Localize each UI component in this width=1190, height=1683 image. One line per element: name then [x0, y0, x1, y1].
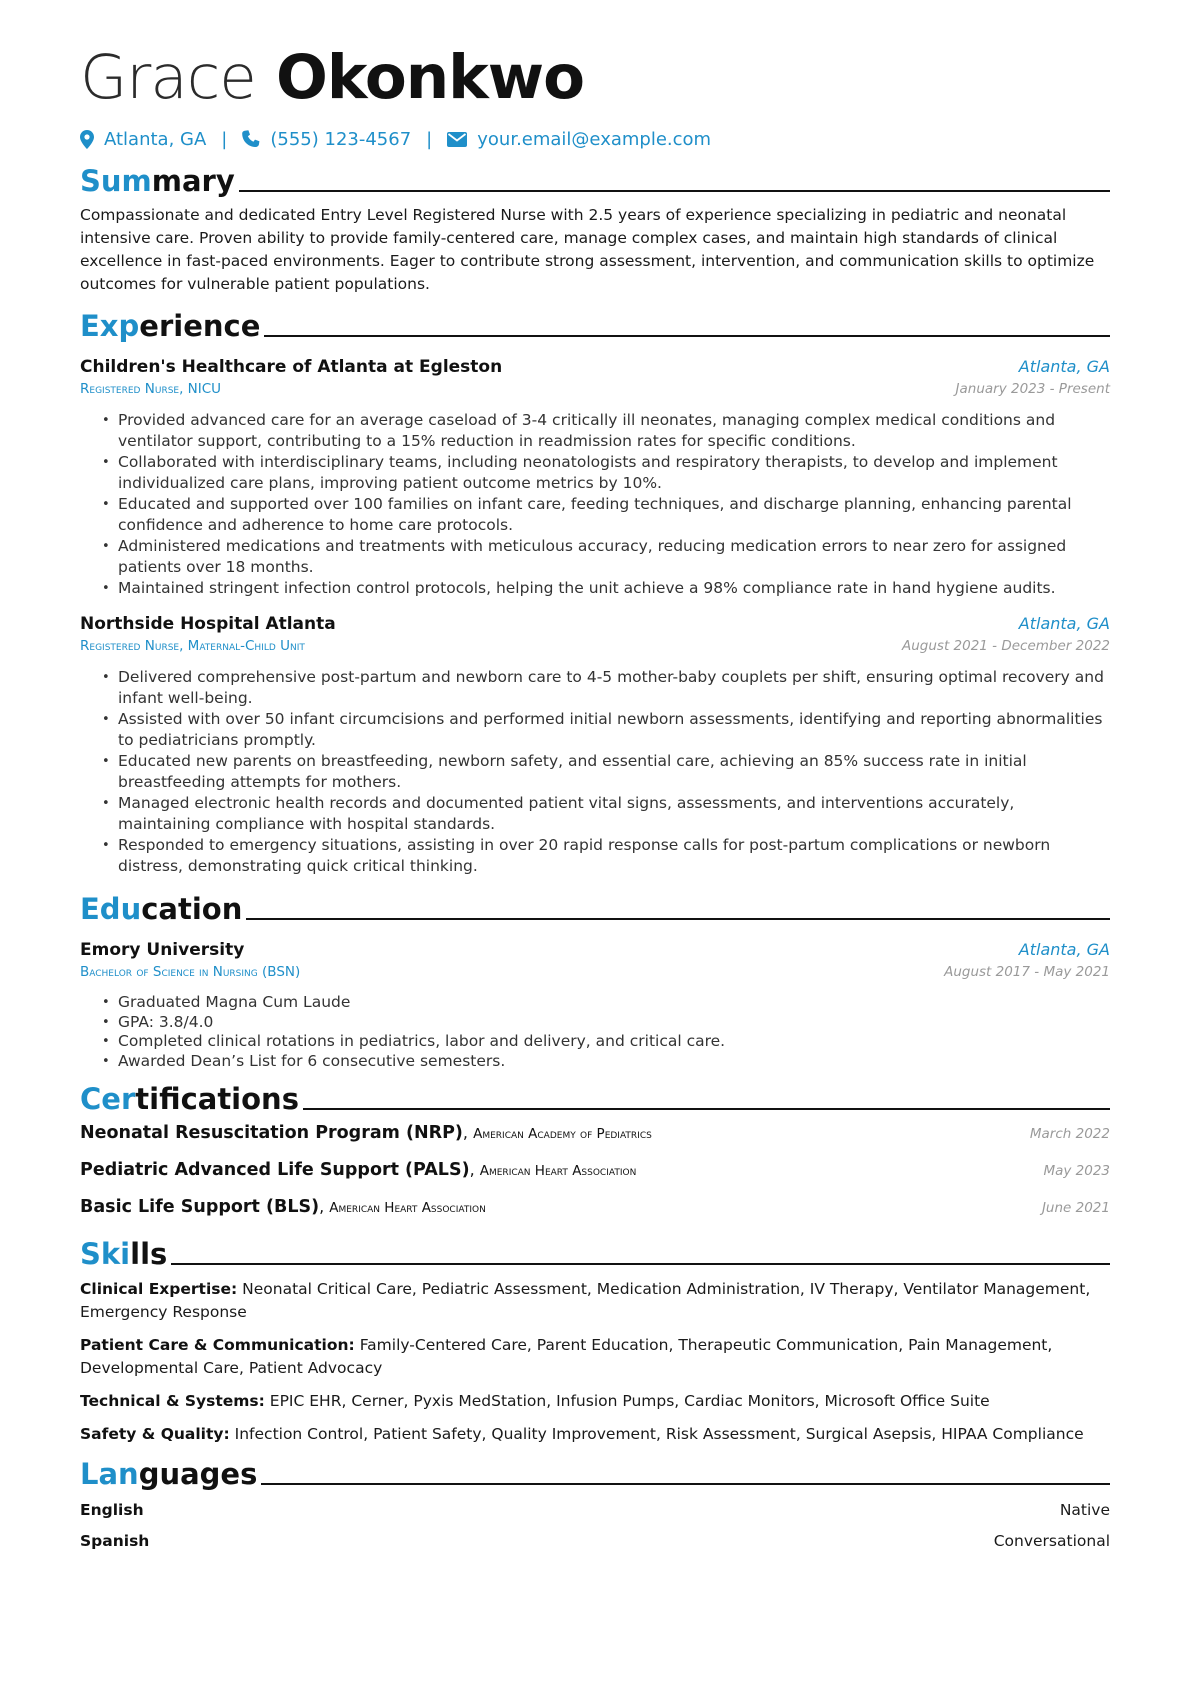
- certification-issuer: American Academy of Pediatrics: [473, 1126, 652, 1142]
- employer-name: Northside Hospital Atlanta: [80, 614, 336, 634]
- certification-date: May 2023: [1043, 1163, 1110, 1179]
- certifications-heading: [80, 1081, 1110, 1117]
- certification-item: Pediatric Advanced Life Support (PALS), American Heart Association May 2023: [80, 1160, 1110, 1180]
- section-title: Education: [80, 892, 243, 926]
- skill-label: Technical & Systems:: [80, 1392, 265, 1410]
- school-name: Emory University: [80, 940, 245, 960]
- contact-phone[interactable]: [242, 129, 411, 150]
- section-title: Skills: [80, 1237, 168, 1271]
- job-dates: January 2023 - Present: [955, 381, 1110, 397]
- certification-item: Basic Life Support (BLS), American Heart Association June 2021: [80, 1197, 1110, 1217]
- section-rule: [171, 1263, 1110, 1265]
- certification-date: June 2021: [1041, 1200, 1110, 1216]
- section-title: Summary: [80, 164, 235, 198]
- certification-name: Neonatal Resuscitation Program (NRP): [80, 1123, 463, 1143]
- contact-separator: |: [221, 128, 228, 150]
- certification-name: Basic Life Support (BLS): [80, 1197, 320, 1217]
- bullet-item: • GPA: 3.8/4.0: [118, 1013, 1110, 1033]
- bullet-item: • Awarded Dean’s List for 6 consecutive semesters.: [118, 1052, 1110, 1072]
- skill-label: Clinical Expertise:: [80, 1280, 238, 1298]
- skill-list: Neonatal Critical Care, Pediatric Assessment, Medication Administration, IV Therapy, Ventilator Management, Emergency Response: [80, 1280, 1091, 1321]
- contact-bar: [80, 126, 1110, 152]
- skill-list: Infection Control, Patient Safety, Quality Improvement, Risk Assessment, Surgical Asepsis, HIPAA Compliance: [234, 1425, 1084, 1443]
- bullet-item: • Graduated Magna Cum Laude: [118, 993, 1110, 1013]
- phone-text: (555) 123-4567: [270, 128, 412, 150]
- language-level: Conversational: [993, 1532, 1110, 1550]
- skills-heading: [80, 1236, 1110, 1272]
- bullet-item: • Responded to emergency situations, assisting in over 20 rapid response calls for post-partum complications or newborn distress, demonstrating quick critical thinking.: [118, 835, 1110, 877]
- job-location: Atlanta, GA: [1018, 614, 1110, 633]
- bullet-item: • Assisted with over 50 infant circumcisions and performed initial newborn assessments, identifying and reporting abnormalities to pediatricians promptly.: [118, 709, 1110, 751]
- language-name: Spanish: [80, 1532, 150, 1550]
- job-title: Registered Nurse, NICU: [80, 381, 222, 397]
- section-rule: [246, 918, 1110, 920]
- summary-text: Compassionate and dedicated Entry Level Registered Nurse with 2.5 years of experience specializing in pediatric and neonatal intensive care. Proven ability to provide family-centered care, manage complex cases, and maintain high standards of clinical excellence in fast-paced environments. Eager to contribute strong assessment, intervention, and communication skills to optimize outcomes for vulnerable patient populations.: [80, 206, 1095, 293]
- certification-issuer: American Heart Association: [479, 1163, 637, 1179]
- email-text: your.email@example.com: [477, 128, 712, 150]
- job-dates: August 2021 - December 2022: [902, 638, 1110, 654]
- skill-list: EPIC EHR, Cerner, Pyxis MedStation, Infusion Pumps, Cardiac Monitors, Microsoft Office Suite: [269, 1392, 990, 1410]
- certification-item: Neonatal Resuscitation Program (NRP), American Academy of Pediatrics March 2022: [80, 1123, 1110, 1143]
- certification-issuer: American Heart Association: [329, 1200, 486, 1216]
- contact-email[interactable]: [447, 129, 711, 150]
- education-dates: August 2017 - May 2021: [944, 964, 1110, 980]
- bullet-item: • Maintained stringent infection control protocols, helping the unit achieve a 98% compliance rate in hand hygiene audits.: [118, 578, 1110, 599]
- job-location: Atlanta, GA: [1018, 357, 1110, 376]
- experience-heading: [80, 308, 1110, 344]
- skill-label: Patient Care & Communication:: [80, 1336, 355, 1354]
- bullet-item: • Managed electronic health records and documented patient vital signs, assessments, and interventions accurately, maintaining compliance with hospital standards.: [118, 793, 1110, 835]
- contact-separator: |: [426, 128, 433, 150]
- phone-icon: [242, 130, 260, 148]
- language-row: [80, 1500, 1110, 1521]
- skill-group: [80, 1390, 1110, 1413]
- bullet-item: • Administered medications and treatments with meticulous accuracy, reducing medication errors to near zero for assigned patients over 18 months.: [118, 536, 1110, 578]
- last-name: Okonkwo: [276, 42, 584, 113]
- languages-heading: [80, 1456, 1110, 1492]
- section-rule: [264, 335, 1110, 337]
- bullet-item: • Provided advanced care for an average caseload of 3-4 critically ill neonates, managing complex medical conditions and ventilator support, contributing to a 15% reduction in readmission rates for specific conditions.: [118, 410, 1110, 452]
- summary-heading: [80, 163, 1110, 199]
- section-title: Certifications: [80, 1082, 299, 1116]
- candidate-name: [80, 40, 1110, 116]
- job-title: Registered Nurse, Maternal-Child Unit: [80, 638, 305, 654]
- employer-name: Children's Healthcare of Atlanta at Egleston: [80, 357, 503, 377]
- skill-group: [80, 1334, 1110, 1380]
- job-bullets: [80, 410, 1110, 599]
- first-name: Grace: [80, 42, 256, 113]
- job-entry: [80, 612, 1110, 877]
- job-entry: [80, 355, 1110, 599]
- job-bullets: [80, 667, 1110, 877]
- section-title: Languages: [80, 1457, 258, 1491]
- degree: Bachelor of Science in Nursing (BSN): [80, 964, 301, 980]
- bullet-item: • Collaborated with interdisciplinary teams, including neonatologists and respiratory therapists, to develop and implement individualized care plans, improving patient outcome metrics by 10%.: [118, 452, 1110, 494]
- section-rule: [239, 190, 1110, 192]
- section-title: Experience: [80, 309, 261, 343]
- bullet-item: • Educated new parents on breastfeeding, newborn safety, and essential care, achieving an 85% success rate in initial breastfeeding attempts for mothers.: [118, 751, 1110, 793]
- certification-date: March 2022: [1029, 1126, 1110, 1142]
- education-heading: [80, 891, 1110, 927]
- education-entry: [80, 938, 1110, 1071]
- map-pin-icon: [80, 130, 94, 149]
- section-rule: [303, 1108, 1110, 1110]
- skill-label: Safety & Quality:: [80, 1425, 230, 1443]
- skill-group: [80, 1278, 1110, 1324]
- skill-list: Family-Centered Care, Parent Education, Therapeutic Communication, Pain Management, Developmental Care, Patient Advocacy: [80, 1336, 1053, 1377]
- envelope-icon: [447, 132, 467, 147]
- certification-name: Pediatric Advanced Life Support (PALS): [80, 1160, 470, 1180]
- location-text: Atlanta, GA: [104, 128, 207, 150]
- school-location: Atlanta, GA: [1018, 940, 1110, 959]
- education-bullets: [80, 993, 1110, 1071]
- language-row: [80, 1531, 1110, 1552]
- language-name: English: [80, 1501, 144, 1519]
- bullet-item: • Completed clinical rotations in pediatrics, labor and delivery, and critical care.: [118, 1032, 1110, 1052]
- contact-location: [80, 129, 206, 150]
- bullet-item: • Educated and supported over 100 families on infant care, feeding techniques, and discharge planning, enhancing parental confidence and adherence to home care protocols.: [118, 494, 1110, 536]
- bullet-item: • Delivered comprehensive post-partum and newborn care to 4-5 mother-baby couplets per shift, ensuring optimal recovery and infant well-being.: [118, 667, 1110, 709]
- skill-group: [80, 1423, 1110, 1446]
- language-level: Native: [1059, 1501, 1110, 1519]
- section-rule: [261, 1483, 1110, 1485]
